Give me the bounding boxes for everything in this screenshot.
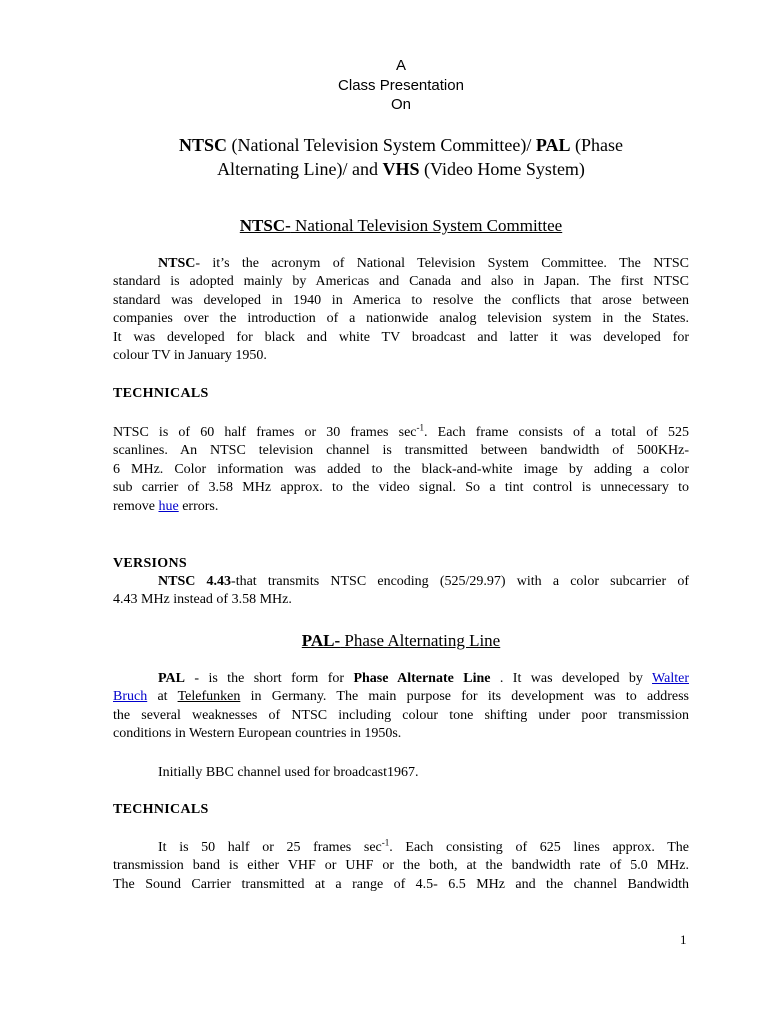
ntsc-technicals-line-1 xyxy=(113,424,689,442)
pal-heading-rest: Phase Alternating Line xyxy=(340,631,501,650)
ntsc-intro-text-1: - it’s the acronym of National Television System Committee. The NTSC xyxy=(195,256,689,271)
header-line-presentation: Class Presentation xyxy=(338,77,464,94)
ntsc-technicals-text-1b: . Each frame consists of a total of 525 xyxy=(424,425,689,440)
telefunken-link[interactable]: Telefunken xyxy=(177,689,241,705)
ntsc-technicals-text-5b: errors. xyxy=(178,498,219,514)
pal-broadcast-paragraph xyxy=(113,764,689,782)
ntsc-technicals-superscript: -1 xyxy=(416,422,425,433)
ntsc-intro-paragraph xyxy=(113,255,689,365)
ntsc-intro-line-4: companies over the introduction of a nationwide analog television system in the States. xyxy=(113,311,689,327)
pal-intro-line-4: conditions in Western European countries in 1950s. xyxy=(113,726,402,742)
pal-intro-paragraph xyxy=(113,670,689,744)
title-pal: PAL xyxy=(535,135,571,155)
ntsc-section-heading xyxy=(0,215,768,237)
ntsc-technicals-line-5 xyxy=(113,498,689,516)
pal-broadcast-line: Initially BBC channel used for broadcast1967. xyxy=(158,765,419,780)
pal-technicals-paragraph xyxy=(113,839,689,894)
title-vhs-full: (Video Home System) xyxy=(419,159,585,179)
pal-intro-line-3: the several weaknesses of NTSC including colour tone shifting under poor transmission xyxy=(113,707,689,723)
pal-technicals-heading: TECHNICALS xyxy=(113,802,209,817)
versions-line-1 xyxy=(113,573,689,591)
ntsc-technicals-line-4: sub carrier of 3.58 MHz approx. to the video signal. So a tint control is unnecessary to xyxy=(113,480,689,496)
title-pal-full-a: (Phase xyxy=(570,135,624,155)
ntsc-intro-line-1 xyxy=(113,255,689,273)
pal-intro-text-2b: in Germany. The main purpose for its development was to address xyxy=(240,689,689,705)
ntsc-intro-line-5: It was developed for black and white TV broadcast and latter it was developed for xyxy=(113,329,689,345)
pal-intro-bold: Phase Alternate Line xyxy=(353,671,491,686)
pal-technicals-line-1 xyxy=(113,839,689,857)
pal-intro-line-1 xyxy=(113,670,689,688)
document-title-line-1 xyxy=(0,133,768,158)
pal-heading-bold: PAL- xyxy=(301,631,341,650)
page-number: 1 xyxy=(680,932,687,947)
versions-heading: VERSIONS xyxy=(113,556,187,571)
header-line-a: A xyxy=(395,57,406,74)
ntsc-technicals-paragraph xyxy=(113,424,689,516)
ntsc-technicals-line-3: 6 MHz. Color information was added to the black-and-white image by adding a color xyxy=(113,461,689,477)
pal-intro-lead: PAL xyxy=(158,671,185,686)
ntsc-technicals-heading: TECHNICALS xyxy=(113,386,209,401)
title-ntsc: NTSC xyxy=(178,135,227,155)
ntsc-intro-line-3: standard was developed in 1940 in America to resolve the conflicts that arose between xyxy=(113,292,689,308)
ntsc-technicals-text-1a: NTSC is of 60 half frames or 30 frames sec xyxy=(113,425,417,440)
versions-lead: NTSC 4.43 xyxy=(158,574,232,589)
hue-link[interactable]: hue xyxy=(158,498,179,514)
document-title-line-2 xyxy=(0,157,768,182)
ntsc-heading-rest: National Television System Committee xyxy=(290,216,563,235)
ntsc-heading-bold: NTSC- xyxy=(239,216,291,235)
pal-intro-line-2 xyxy=(113,688,689,706)
pal-technicals-text-1a: It is 50 half or 25 frames sec xyxy=(158,840,382,855)
pal-technicals-line-3: The Sound Carrier transmitted at a range of 4.5- 6.5 MHz and the channel Bandwidth xyxy=(113,876,689,892)
pal-intro-text-1b: . It was developed by xyxy=(490,671,653,686)
title-vhs: VHS xyxy=(382,159,420,179)
pal-technicals-superscript: -1 xyxy=(381,837,390,848)
pal-intro-text-1a: - is the short form for xyxy=(184,671,354,686)
ntsc-intro-line-6: colour TV in January 1950. xyxy=(113,347,267,363)
versions-line-2: 4.43 MHz instead of 3.58 MHz. xyxy=(113,592,292,608)
header-line-on: On xyxy=(390,96,411,113)
versions-text-1: -that transmits NTSC encoding (525/29.97) with a color subcarrier of xyxy=(231,574,689,589)
pal-technicals-line-2: transmission band is either VHF or UHF or the both, at the bandwidth rate of 5.0 MHz. xyxy=(113,858,689,874)
pal-technicals-text-1b: . Each consisting of 625 lines approx. The xyxy=(389,840,689,855)
ntsc-intro-line-2: standard is adopted mainly by Americas and Canada and also in Japan. The first NTSC xyxy=(113,274,689,290)
title-ntsc-full: (National Television System Committee)/ xyxy=(226,135,536,155)
ntsc-technicals-text-5a: remove xyxy=(113,498,159,514)
ntsc-intro-lead: NTSC xyxy=(158,256,196,271)
title-pal-full-b: Alternating Line)/ and xyxy=(217,159,383,179)
walter-bruch-link-part-2[interactable]: Bruch xyxy=(113,689,148,705)
walter-bruch-link-part-1[interactable]: Walter xyxy=(652,671,689,686)
versions-paragraph xyxy=(113,573,689,610)
pal-section-heading xyxy=(0,630,768,652)
pal-intro-text-2a: at xyxy=(147,689,178,705)
ntsc-technicals-line-2: scanlines. An NTSC television channel is transmitted between bandwidth of 500KHz- xyxy=(113,443,689,459)
